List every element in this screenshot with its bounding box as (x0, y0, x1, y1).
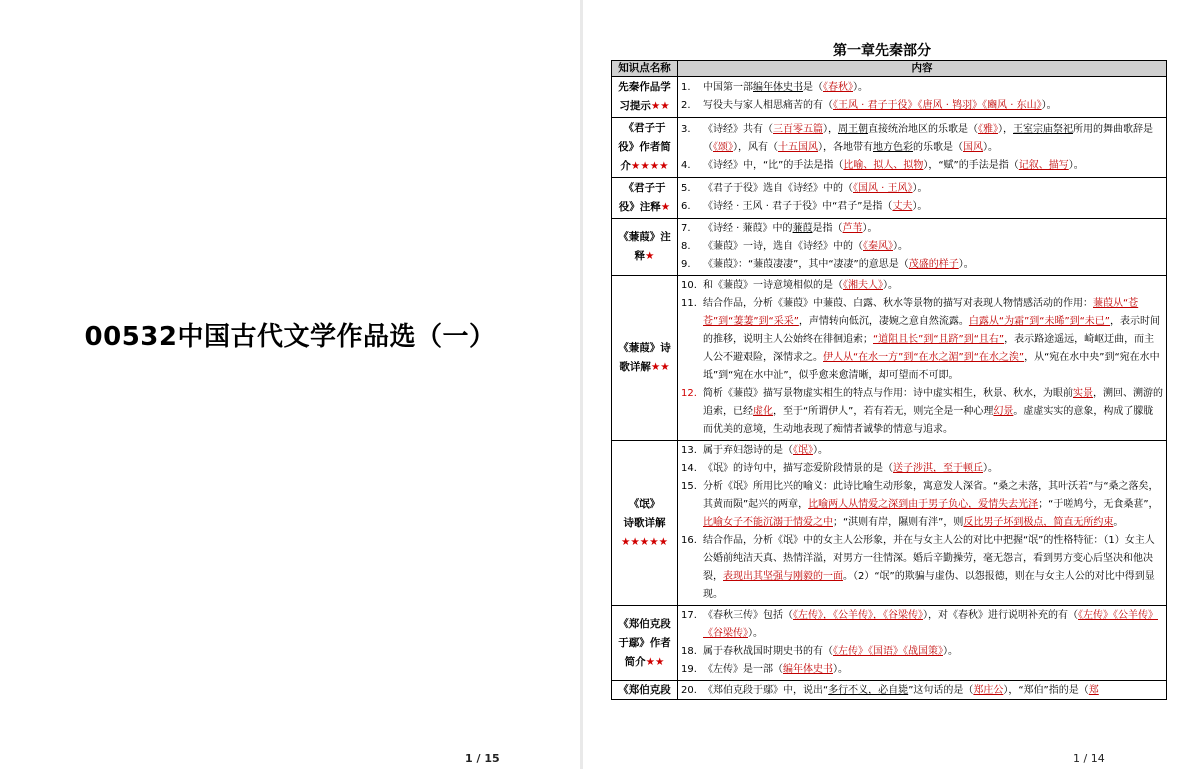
knowledge-point-content (678, 681, 1167, 700)
item-text: ）。 (943, 646, 958, 657)
item-text: ）。 (912, 201, 928, 212)
item-number: 15. (681, 481, 697, 492)
item-text: 和《蒹葭》一诗意境相似的是（ (703, 280, 843, 291)
answer-text: 比喻两人从情爱之深到由于男子负心，爱情失去光泽 (808, 499, 1039, 510)
item-text: ）。 (1041, 100, 1057, 111)
list-item (681, 295, 1163, 385)
item-text: 分析《氓》所用比兴的喻义：此诗比喻生动形象，寓意发人深省。“桑之未落，其叶沃若”与“桑之落矣，其黄而陨”起兴的两章， (703, 481, 1159, 510)
table-row (612, 219, 1167, 276)
list-item (681, 643, 1163, 661)
item-text: 结合作品，分析《蒹葭》中蒹葭、白露、秋水等景物的描写对表现人物情感活动的作用： (703, 298, 1093, 309)
item-text: ）。 (983, 141, 998, 153)
item-text: ）。 (912, 183, 928, 194)
item-text: ）。 (853, 82, 868, 93)
star-rating-icon: ★★ (645, 655, 665, 668)
item-text: 《诗经》共有（ (703, 123, 773, 135)
item-text: 《氓》的诗句中，描写恋爱阶段情景的是（ (703, 463, 893, 474)
item-number: 13. (681, 445, 697, 456)
right-page (583, 0, 1181, 769)
answer-text: 幻景 (993, 406, 1014, 417)
item-number: 17. (681, 610, 697, 621)
answer-text: 虚化 (753, 406, 773, 417)
list-item (681, 121, 1163, 157)
list-item (681, 385, 1163, 439)
item-text: 简析《蒹葭》描写景物虚实相生的特点与作用：诗中虚实相生，秋景、秋水，为眼前 (703, 388, 1073, 399)
answer-text: 《左传》《国语》《战国策》 (833, 646, 943, 657)
list-item (681, 532, 1163, 604)
table-row (612, 681, 1167, 700)
answer-text: 表现出其坚强与刚毅的一面 (723, 571, 843, 582)
answer-text: 十五国风 (778, 141, 818, 153)
item-text: ），对《春秋》进行说明补充的有（ (923, 610, 1078, 621)
item-text: 属于春秋战国时期史书的有（ (703, 646, 833, 657)
knowledge-point-content (678, 606, 1167, 681)
list-item (681, 220, 1163, 238)
table-row (612, 276, 1167, 441)
answer-text: 编年体史书 (783, 664, 833, 675)
item-text: 。（2）“氓”的欺骗与虚伪、以怨报德，则在与女主人公的对比中得到显现。 (703, 571, 1155, 600)
item-text: 。 (1113, 517, 1124, 528)
item-number: 3. (681, 123, 691, 135)
item-text: ，溯回、溯游的追索，已经 (703, 388, 1163, 417)
item-number: 1. (681, 82, 691, 93)
answer-text: 芦苇 (842, 223, 863, 234)
list-item (681, 256, 1163, 274)
answer-text: 送子涉淇，至于顿丘 (893, 463, 983, 474)
answer-text: “道阻且长”到“且跻”到“且右” (873, 334, 1005, 345)
item-number: 9. (681, 259, 691, 270)
knowledge-point-content (678, 276, 1167, 441)
list-item (681, 97, 1163, 115)
item-text: 属于弃妇怨诗的是（ (703, 445, 793, 456)
document-title: 00532中国古代文学作品选（一） (84, 322, 496, 352)
key-term: 多行不义，必自毙 (828, 685, 909, 696)
key-term: 编年体史书 (753, 82, 803, 93)
item-text: ），风有（ (733, 141, 778, 153)
name-line: 歌详解 (619, 361, 651, 373)
item-text: 《左传》是一部（ (703, 664, 783, 675)
item-number: 5. (681, 183, 691, 194)
knowledge-point-name (612, 118, 678, 178)
star-rating-icon: ★★★★★ (620, 535, 669, 548)
item-text: ）， (823, 123, 838, 135)
item-number: 20. (681, 685, 697, 696)
list-item (681, 478, 1163, 532)
answer-text: 《秦风》 (863, 241, 893, 252)
item-number: 2. (681, 100, 691, 111)
answer-text: 《春秋》 (823, 82, 853, 93)
answer-text: 《氓》 (793, 445, 813, 456)
answer-text: 《王风 · 君子于役》《唐风 · 鸨羽》《豳风 · 东山》 (833, 100, 1042, 111)
name-line: 先秦作品学 (618, 81, 671, 93)
knowledge-point-name (612, 77, 678, 118)
answer-text: 实景 (1073, 388, 1093, 399)
name-line: 《蒹葭》注 (618, 231, 671, 243)
name-line: 役》注释 (618, 201, 661, 213)
item-text: 的乐歌是（ (913, 141, 963, 153)
knowledge-point-content (678, 118, 1167, 178)
answer-text: 《左传》，《公羊传》，《谷梁传》 (793, 610, 923, 621)
item-text: ，声情转向低沉，凄婉之意自然流露。 (798, 316, 969, 327)
item-text: 写役夫与家人相思痛苦的有（ (703, 100, 833, 111)
name-line: 《郑伯克段 (618, 617, 671, 630)
item-number: 4. (681, 159, 691, 171)
item-text: ），各地带有 (818, 141, 873, 153)
list-item (681, 682, 1163, 698)
answer-text: 茂盛的样子 (908, 259, 959, 270)
knowledge-point-content (678, 77, 1167, 118)
name-line: 《氓》 (628, 497, 661, 510)
right-page-number: 1 / 14 (1073, 752, 1105, 765)
name-line: 役》作者简 (618, 141, 671, 153)
name-line: 《蒹葭》诗 (618, 342, 671, 354)
knowledge-point-name (612, 606, 678, 681)
list-item (681, 79, 1163, 97)
item-text: 直接统治地区的乐歌是（ (868, 123, 978, 135)
item-text: ）。 (883, 280, 898, 291)
item-text: 《君子于役》选自《诗经》中的（ (703, 183, 853, 194)
table-row (612, 77, 1167, 118)
answer-text: 《湘夫人》 (843, 280, 883, 291)
left-page (0, 0, 580, 769)
name-line: 诗歌详解 (623, 516, 666, 529)
name-line: 习提示 (619, 100, 651, 112)
name-line: 介 (620, 160, 631, 172)
key-term: 蒹葭 (792, 223, 813, 234)
item-text: ）。 (833, 664, 848, 675)
name-line: 释 (634, 250, 646, 262)
knowledge-point-name (612, 219, 678, 276)
name-line: 简介 (624, 655, 646, 668)
name-line: 《郑伯克段 (618, 684, 671, 696)
item-text: ，从“宛在水中央”到“宛在水中坻”到“宛在水中沚”，似乎愈来愈清晰，却可望而不可即。 (703, 352, 1160, 381)
item-text: 《诗经 · 蒹葭》中的 (703, 223, 793, 234)
list-item (681, 607, 1163, 643)
item-text: ）。 (813, 445, 828, 456)
list-item (681, 442, 1163, 460)
list-item (681, 180, 1163, 198)
answer-text: 郑庄公 (973, 685, 1004, 696)
item-text: 中国第一部 (703, 82, 753, 93)
answer-text: 《颂》 (713, 141, 733, 153)
answer-text: 白露从“为霜”到“未晞”到“未已” (968, 316, 1110, 327)
item-number: 6. (681, 201, 691, 212)
list-item (681, 277, 1163, 295)
item-number: 16. (681, 535, 697, 546)
item-number: 11. (681, 298, 697, 309)
item-text: 所用的舞曲歌辞是（ (703, 123, 1153, 153)
knowledge-table (611, 60, 1167, 700)
answer-text: 反比男子坏到极点，简直无所约束 (963, 517, 1114, 528)
item-text: ；“淇则有岸，隰则有泮”，则 (833, 517, 964, 528)
knowledge-point-name (612, 276, 678, 441)
item-number: 19. (681, 664, 697, 675)
answer-text: 国风 (963, 141, 983, 153)
list-item (681, 238, 1163, 256)
answer-text: 蒹葭从“苍苍”到“萋萋”到“采采” (703, 298, 1139, 327)
answer-text: 三百零五篇 (773, 123, 823, 135)
knowledge-point-name (612, 681, 678, 700)
table-body (612, 77, 1167, 700)
list-item (681, 661, 1163, 679)
table-row (612, 178, 1167, 219)
chapter-title: 第一章先秦部分 (833, 43, 931, 59)
knowledge-point-content (678, 219, 1167, 276)
answer-text: 比喻、拟人、拟物 (843, 159, 924, 171)
key-term: 地方色彩 (873, 141, 913, 153)
item-text: ；“于嗟鸠兮，无食桑葚”， (1038, 499, 1159, 510)
knowledge-point-content (678, 178, 1167, 219)
item-text: 是指（ (812, 223, 843, 234)
list-item (681, 460, 1163, 478)
left-page-number: 1 / 15 (465, 752, 500, 765)
knowledge-point-name (612, 441, 678, 606)
star-rating-icon: ★★ (650, 100, 670, 112)
star-rating-icon: ★ (645, 250, 655, 262)
star-rating-icon: ★★ (650, 361, 670, 373)
table-row (612, 118, 1167, 178)
item-text: 《郑伯克段于鄢》中，说出“ (703, 685, 829, 696)
star-rating-icon: ★★★★ (630, 160, 669, 172)
item-text: ）。 (958, 259, 974, 270)
item-text: ）。 (983, 463, 998, 474)
item-text: 《蒹葭》：“蒹葭凄凄”，其中“凄凄”的意思是（ (703, 259, 909, 270)
key-term: 王室宗庙祭祀 (1013, 123, 1073, 135)
item-text: ）， (998, 123, 1013, 135)
header-name: 知识点名称 (612, 61, 678, 77)
knowledge-point-name (612, 178, 678, 219)
table-row (612, 441, 1167, 606)
answer-text: 《左传》《公羊传》《谷梁传》 (703, 610, 1158, 639)
item-text: ），“赋”的手法是指（ (923, 159, 1019, 171)
table-row (612, 606, 1167, 681)
name-line: 于鄢》作者 (618, 636, 671, 649)
item-number: 12. (681, 388, 697, 399)
answer-text: 记叙、描写 (1018, 159, 1069, 171)
item-text: ，至于“所谓伊人”，若有若无，则完全是一种心理 (773, 406, 994, 417)
name-line: 《君子于 (623, 182, 666, 194)
item-text: ）。 (748, 628, 763, 639)
item-text: ）。 (862, 223, 878, 234)
answer-text: 《国风 · 王风》 (853, 183, 913, 194)
item-number: 18. (681, 646, 697, 657)
item-text: 。虚虚实实的意象，构成了朦胧而优美的意境，生动地表现了痴情者诚挚的情意与追求。 (703, 406, 1154, 435)
item-text: 《诗经 · 王风 · 君子于役》中“君子”是指（ (703, 201, 893, 212)
item-text: 《诗经》中，“比”的手法是指（ (703, 159, 844, 171)
star-rating-icon: ★ (660, 201, 671, 213)
item-number: 10. (681, 280, 697, 291)
answer-text: 郑 (1088, 685, 1099, 696)
list-item (681, 157, 1163, 175)
item-number: 8. (681, 241, 691, 252)
header-content: 内容 (678, 61, 1167, 77)
item-text: 《蒹葭》一诗，选自《诗经》中的（ (703, 241, 863, 252)
item-text: ，表示时间的推移，说明主人公始终在徘徊追索； (703, 316, 1160, 345)
item-text: ）。 (893, 241, 908, 252)
key-term: 周王朝 (838, 123, 868, 135)
item-text: ，表示路途遥远，崎岖迂曲，而主人公不避艰险，深情求之。 (703, 334, 1155, 363)
item-number: 7. (681, 223, 691, 234)
answer-text: 《雅》 (978, 123, 998, 135)
answer-text: 伊人从“在水一方”到“在水之湄”到“在水之涘” (823, 352, 1025, 363)
answer-text: 比喻女子不能沉溺于情爱之中 (703, 517, 833, 528)
list-item (681, 198, 1163, 216)
item-text: 结合作品，分析《氓》中的女主人公形象，并在与女主人公的对比中把握“氓”的性格特征：（1）女主人公婚前纯洁天真、热情洋溢，对男方一往情深。婚后辛勤操劳，毫无怨言，看到男方变心后坚决和他决裂， (703, 535, 1155, 582)
item-text: ），“郑伯”指的是（ (1003, 685, 1089, 696)
knowledge-point-content (678, 441, 1167, 606)
answer-text: 丈夫 (892, 201, 913, 212)
table-header-row (612, 61, 1167, 77)
item-text: 《春秋三传》包括（ (703, 610, 793, 621)
item-text: 是（ (803, 82, 823, 93)
item-text: ）。 (1068, 159, 1084, 171)
name-line: 《君子于 (623, 122, 666, 134)
item-text: ”这句话的是（ (908, 685, 974, 696)
item-number: 14. (681, 463, 697, 474)
